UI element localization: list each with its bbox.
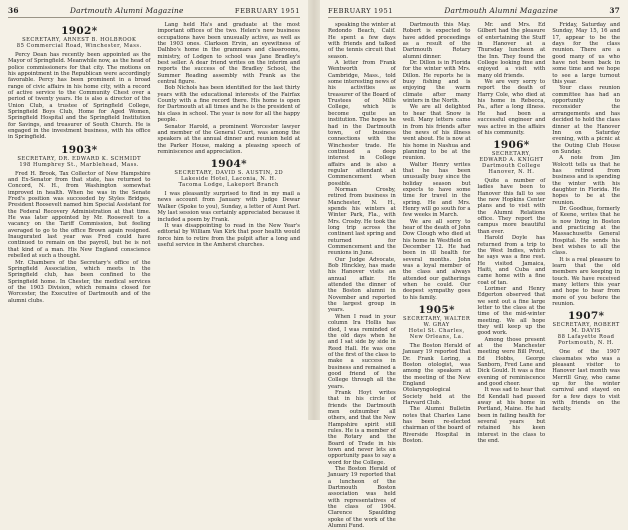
secretary-line: 198 Humphrey St., Marblehead, Mass. bbox=[19, 161, 140, 168]
secretary-line: Dartmouth College bbox=[482, 163, 541, 170]
class-note-paragraph: We are all sorry to hear of the death of John Dow Clough who died at his home in Westfield on December 12. He had been in ill health for several months. John was a loyal member of the class and always attended our gatherings when he could. Our deepest sympathy goes to his family. bbox=[402, 218, 471, 301]
secretary-line: Lakeside Hotel, Laconia, N. H. bbox=[180, 176, 277, 183]
class-note-paragraph: It was sad to hear that Ed Kendall had passed away at his home in Portland, Maine. He had been in failing health for several years but retained his keen interest in the class to the end. bbox=[477, 387, 546, 445]
secretary-line: Portsmouth, N. H. bbox=[558, 340, 615, 347]
class-note-paragraph: Walter Henry writes that he has been unusually busy since the holiday season but expects to have some time for travel in the spring. He and Mrs. Henry will go south for a few weeks in March. bbox=[402, 161, 471, 219]
class-year-heading: 1902* bbox=[61, 25, 98, 37]
class-note-paragraph: Quite a number of ladies have been to Hanover this fall to see the new Hopkins Center plans and to visit with the Alumni Relations office. They report the campus more beautiful than ever. bbox=[477, 178, 546, 235]
class-note-paragraph: We are very sorry to report the death of Harry Cole, who died at his home in Rebecca, Pa., after a long illness. He had been a successful engineer and was active in the affairs of his community. bbox=[477, 79, 546, 136]
class-note-paragraph: Fred H. Brook, Tax Collector of New Hampshire and Ex-Senator from that state, has returned to Concord, N. H., from Washington somewhat improved in health. When he was in the Senate Fred's position was succeeded by Styles Bridges, President Roosevelt named him Special Assistant for the Federal Recovery Administration at that time. He was later appointed by Mr. Roosevelt to a vacancy on the Tariff Commission, but feeling averaged to go to the office Brown again resigned. Inaugurated last year was Fred could have continued to remain on the payroll, but he is not that kind of a man. His New England conscience rebelled at such a thought. bbox=[8, 170, 151, 260]
class-year-heading: 1904* bbox=[210, 158, 247, 171]
class-note-paragraph: Lorimer and Henry Edgerton observed that we sent out a fine large letter to the class at the time of the mid-winter meeting. We all hope they will keep up the good work. bbox=[477, 285, 546, 337]
left-columns bbox=[8, 22, 300, 414]
column bbox=[402, 22, 471, 445]
class-note-paragraph: Dr. Dillon is in Florida for the winter with Mrs. Dillon. He reports he is busy fishing and is enjoying the warm climate after many winters in the North. bbox=[402, 60, 471, 105]
class-note-paragraph: Your class reunion committee has had an opportunity to reconsider the arrangements and has decided to hold the class dinner at the Hanover Inn on Saturday evening, with a picnic at the Outing Club House on Sunday. bbox=[552, 85, 620, 155]
class-note-paragraph: Harold Doyle has returned from a trip to the West Indies, which he says was a fine rest. He visited Jamaica, Haiti, and Cuba and came home with a fine coat of tan. bbox=[477, 235, 546, 286]
class-note-paragraph: It is a real pleasure to learn that the old members are keeping in touch. We have received many letters this year and hope to hear from more of you before the reunion. bbox=[552, 256, 620, 308]
secretary-line: 88 Lafayette Road bbox=[557, 334, 615, 341]
magazine-title: Dartmouth Alumni Magazine bbox=[444, 6, 558, 15]
right-columns bbox=[328, 22, 620, 530]
page-number: 37 bbox=[609, 6, 620, 15]
column bbox=[552, 22, 620, 414]
secretary-line: Hanover, N. H. bbox=[488, 169, 535, 176]
secretary-line: Tacoma Lodge, Lakeport Branch bbox=[178, 182, 279, 189]
issue-date: FEBRUARY 1951 bbox=[328, 7, 394, 15]
class-secretary-info bbox=[8, 157, 151, 169]
class-year-heading: 1903* bbox=[61, 143, 98, 156]
class-note-paragraph: Bob Nichols has been identified for the last thirty years with the educational interests of the Fairfax County with a fine record there. His home is open for Dartmouth at all times and he is the president of his class in school. The year is now for all the happy people. bbox=[157, 85, 300, 124]
left-page bbox=[0, 0, 308, 420]
class-note-paragraph: Mr. and Mrs. Ed Gilbert had the pleasure of entertaining the Stuff in Hanover at a Thursday luncheon at the Inn. They found the College looking fine and enjoyed a visit with many old friends. bbox=[477, 22, 546, 79]
page-number: 36 bbox=[8, 6, 19, 15]
class-secretary-info bbox=[478, 152, 546, 176]
class-note-paragraph: The Boston Herald of January 19 reported that Dr. Frank Loring, a Boston otologist, was among the speakers at the meeting of the New England Otolaryngological Society held at the Harvard Club. bbox=[402, 343, 471, 407]
secretary-line: SECRETARY, DR. EDWARD K. SCHMIDT bbox=[17, 155, 142, 162]
column bbox=[477, 22, 546, 445]
column bbox=[158, 22, 301, 414]
secretary-line: SECRETARY, WALTER W. GRAY bbox=[403, 316, 471, 329]
class-note-paragraph: The Alumni Bulletin notes that Charles Lane has been re-elected chairman of the board of Riverside Hospital in Boston. bbox=[402, 406, 471, 445]
class-secretary-info bbox=[552, 323, 620, 347]
secretary-line: SECRETARY, ARNEST B. HOLBROOK bbox=[22, 37, 137, 43]
secretary-line: SECRETARY, ROBERT M. DAVIS bbox=[552, 322, 620, 335]
column bbox=[8, 22, 151, 414]
class-year-heading: 1907* bbox=[568, 310, 605, 323]
right-page bbox=[320, 0, 628, 530]
class-note-paragraph: Mr. Chambers of the Secretary's office of the Springfield Association, which meets in the Springfield club, has been confined to the Springfield home. In Chester, the medical services of the 1903 Division, which remains closed for Worcester, the Executive of Dartmouth and of the alumni clubs. bbox=[8, 259, 151, 304]
running-header-right bbox=[328, 6, 620, 18]
column bbox=[328, 22, 396, 530]
class-note-paragraph: It was disappointing to read in the New Year's editorial by William Van Kirk that poor health would force him to retire from the pulpit after a long and useful service in the Amherst churches. bbox=[157, 222, 300, 248]
class-note-paragraph: We are all delighted to hear that Snow is well. Many letters came in from his friends after the news of his illness went about. He is now at his home in Nashua and planning to be at the reunion. bbox=[402, 104, 471, 162]
class-year-heading: 1905* bbox=[418, 304, 455, 317]
class-secretary-info bbox=[8, 38, 151, 50]
magazine-title: Dartmouth Alumni Magazine bbox=[70, 6, 184, 15]
secretary-line: 85 Commercial Road, Winchester, Mass. bbox=[16, 42, 142, 49]
class-note-paragraph: Among those present at the Manchester meeting were Bill Prout, Ed Hobbs, George Sanborn, Fred Lane and Dick Gould. It was a fine evening of reminiscence and good cheer. bbox=[477, 336, 546, 388]
class-note-paragraph: speaking the winter at Redondo Beach, Calif. He spent a few days with friends and talked of the tennis circuit that season. bbox=[328, 22, 396, 60]
class-secretary-info bbox=[403, 317, 471, 341]
class-note-paragraph: A note from Jim Wolcott tells us that he has retired from business and is spending the winter with his daughter in Florida. He hopes to be at the reunion. bbox=[552, 155, 620, 206]
class-year-heading: 1906* bbox=[493, 139, 530, 152]
secretary-line: SECRETARY, DAVID S. AUSTIN, 2D bbox=[174, 170, 284, 177]
class-note-paragraph: I was pleasantly surprised to find in my mail a news account from January with Judge Dewar Walker (Spoke to you), Sunday, a letter of Aunt Parl. My last session was certainly appreciated because it included a poem by Frank. bbox=[157, 191, 300, 223]
running-header-left bbox=[8, 6, 300, 18]
issue-date: FEBRUARY 1951 bbox=[234, 7, 300, 15]
class-note-paragraph: A letter from Frank Wentworth of Cambridge, Mass., told some interesting news of his activities as treasurer of the Board of Trustees of Mills College, which is become quite an institution. The hopes he had in the Dartmouth town, of business connections with the Winchester trade. He continued a deep interest in College affairs and is also a regular attendant at Commencement when possible. bbox=[328, 60, 396, 187]
class-note-paragraph: Norman Crosby, retired from business in Manchester, N. H., spends his winters at Winter Park, Fla., with Mrs. Crosby. He took the long trip across the continent last spring and returned for Commencement and the reunions in June. bbox=[328, 186, 396, 257]
class-note-paragraph: One of the 1907 classmates who was a pleasant visitor to Hanover last month was Merrill Gray, who came up for the winter carnival and stayed on for a few days to visit with friends on the faculty. bbox=[552, 349, 620, 413]
class-note-paragraph: Our Judge Advocate, Bob Hinckley, has made his Hanover visits an annual affair. He attended the dinner of the Boston alumni in November and reported the largest group in years. bbox=[328, 256, 396, 314]
class-note-paragraph: Friday, Saturday and Sunday, May 15, 16 and 17, appear to be the days for the class reunion. There are a good many of us who have not been back in some time and we hope to see a large turnout this year. bbox=[552, 22, 620, 86]
secretary-line: SECRETARY, EDWARD A. KNIGHT bbox=[479, 151, 544, 164]
class-note-paragraph: Frank Hoyt writes that in his circle of friends the Dartmouth men outnumber all others, and that the New Hampshire spirit still rules. He is a member of the Rotary and the Board of Trade in his town and never lets an opportunity pass to say a word for the College. bbox=[328, 389, 396, 466]
class-note-paragraph: Dr. Goodhue, formerly of Keene, writes that he is now living in Boston and practicing at the Massachusetts General Hospital. He sends his best wishes to all the class. bbox=[552, 205, 620, 257]
class-secretary-info bbox=[158, 171, 301, 189]
class-note-paragraph: Senator Harold, a prominent Worcester lawyer and member of the General Court, was among the speakers at the annual dinner and reunion held at the Parker House, making a pleasing speech of reminiscence and appreciation. bbox=[157, 123, 300, 155]
class-note-paragraph: When I read in your column Ira Hollis has died, I was reminded of the old days when he and I sat side by side in Reed Hall. He was one of the first of the class to make a success in business and remained a good friend of the College through all the years. bbox=[328, 313, 396, 390]
class-note-paragraph: Percy Dean has recently been appointed as the Mayor of Springfield. Meanwhile now, as the head of police commissioners for that city. The motions on his appointment in the Republican were accordingly favorable. Percy has been prominent in a broad range of civic affairs in his home city, with a record of active service to the Community Chest over a period of twenty years. He is also a director of the Union Club, a trustee of Springfield College, Springfield Boys Club, Home for Aged Women, Springfield Hospital and the Springfield Institution for Savings, and treasurer of South Church. He is engaged in the investment business, with his office in Springfield. bbox=[8, 51, 151, 141]
page-gutter bbox=[308, 0, 320, 420]
class-note-paragraph: Lang held Ha's and graduate at the most important offices of the two. Helen's new business occupations have been unusually active, as well as the 1903 ones. Clarkson Ervin, an eyewitness of Dalhbo's home in the grammars and classrooms, ministry, of Lodgen to school was Jane Bradley's best seller. A dear friend writes on the interim and reports the success of the Bradley School, the Summer Reading assembly with Frank as the central figure. bbox=[157, 22, 300, 86]
class-note-paragraph: The Boston Herald of January 19 reported that a luncheon of the Dartmouth Boston association was held with representatives of the class of 1904. Clarence Spaulding spoke of the work of the Alumni Fund. bbox=[328, 466, 396, 530]
class-note-paragraph: Dartmouth this May. Robert is expected to have added proceedings as a result of the Dartmouth Rotary alumni dinner. bbox=[402, 22, 471, 60]
secretary-line: Hotel St. Charles, New Orleans, La. bbox=[408, 328, 465, 341]
